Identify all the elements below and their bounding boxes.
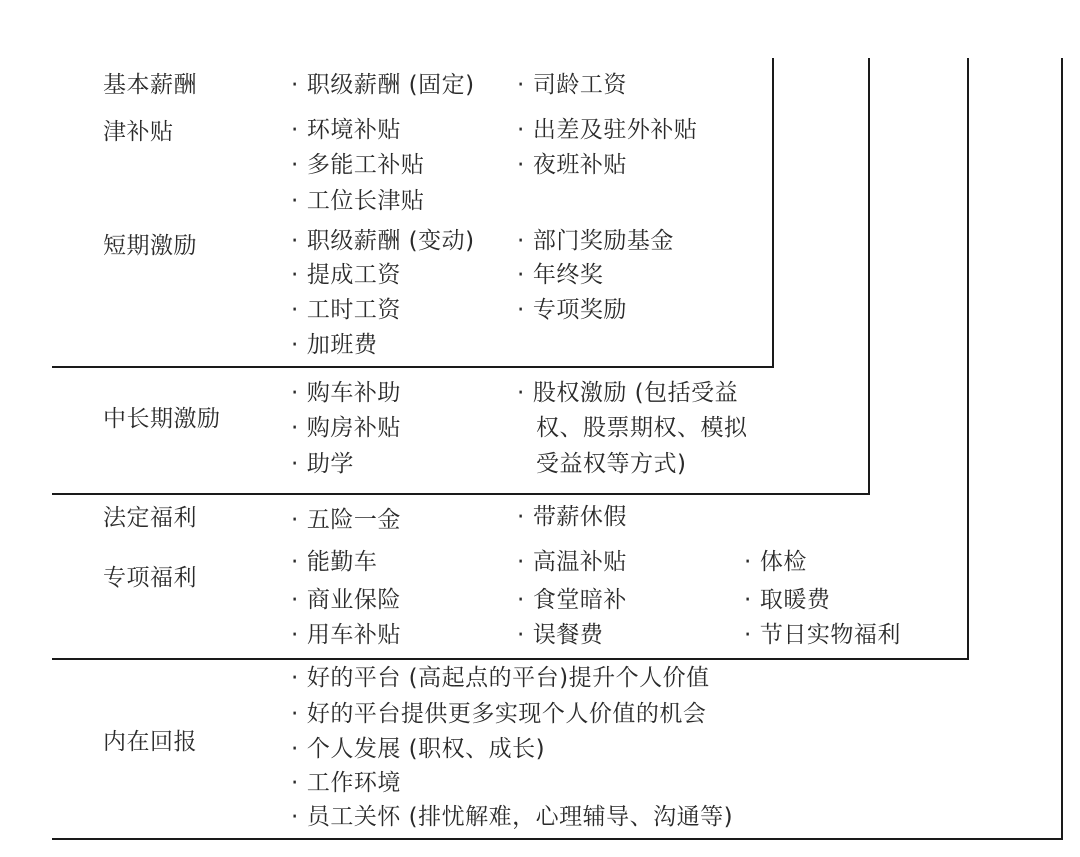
list-item xyxy=(291,506,401,534)
item-text: 购房补贴 xyxy=(306,415,401,441)
item-text: 司龄工资 xyxy=(532,72,627,98)
list-item xyxy=(291,227,475,255)
item-text: 取暖费 xyxy=(759,587,831,613)
frame-line-2-bottom xyxy=(52,493,870,495)
list-item xyxy=(291,379,401,407)
bullet: · xyxy=(291,228,299,254)
bullet: · xyxy=(291,587,299,613)
list-item-continuation: 权、股票期权、模拟 xyxy=(536,415,748,441)
category-basic-salary: 基本薪酬 xyxy=(103,72,197,98)
list-item xyxy=(291,261,401,289)
bullet: · xyxy=(291,332,299,358)
bullet: · xyxy=(517,297,525,323)
bullet: · xyxy=(291,549,299,575)
list-item xyxy=(517,503,627,531)
item-text: 环境补贴 xyxy=(306,117,401,143)
bullet: · xyxy=(291,152,299,178)
item-text: 节日实物福利 xyxy=(759,622,901,648)
list-item xyxy=(517,586,627,614)
list-item xyxy=(291,71,475,99)
item-text: 带薪休假 xyxy=(532,504,627,530)
item-text: 体检 xyxy=(759,549,807,575)
list-item xyxy=(291,296,401,324)
category-special-benefits: 专项福利 xyxy=(103,565,197,591)
item-text: 员工关怀 (排忧解难，心理辅导、沟通等) xyxy=(306,804,734,830)
item-text: 职级薪酬 (变动) xyxy=(306,228,475,254)
list-item xyxy=(291,187,424,215)
bullet: · xyxy=(291,188,299,214)
item-text: 部门奖励基金 xyxy=(532,228,674,254)
category-mid-long-term-incentive: 中长期激励 xyxy=(103,406,221,432)
list-item xyxy=(291,664,710,692)
item-text: 好的平台 (高起点的平台)提升个人价值 xyxy=(306,665,710,691)
item-text: 误餐费 xyxy=(532,622,604,648)
bullet: · xyxy=(517,622,525,648)
item-text: 工时工资 xyxy=(306,297,401,323)
bullet: · xyxy=(291,701,299,727)
frame-line-3-right xyxy=(967,58,969,659)
category-allowance: 津补贴 xyxy=(103,119,174,145)
list-item xyxy=(517,261,603,289)
bullet: · xyxy=(517,549,525,575)
bullet: · xyxy=(291,262,299,288)
frame-line-4-bottom xyxy=(52,838,1063,840)
item-text: 工位长津贴 xyxy=(306,188,425,214)
item-text: 职级薪酬 (固定) xyxy=(306,72,475,98)
item-text: 夜班补贴 xyxy=(532,152,627,178)
list-item xyxy=(517,621,603,649)
item-text: 年终奖 xyxy=(532,262,604,288)
category-short-term-incentive: 短期激励 xyxy=(103,233,197,259)
bullet: · xyxy=(744,587,752,613)
list-item xyxy=(744,621,901,649)
bullet: · xyxy=(517,380,525,406)
list-item xyxy=(517,151,627,179)
frame-line-3-bottom xyxy=(52,658,969,660)
frame-line-1-bottom xyxy=(52,366,774,368)
frame-line-4-right xyxy=(1061,58,1063,839)
list-item xyxy=(291,414,401,442)
item-text: 工作环境 xyxy=(306,770,401,796)
category-statutory-benefits: 法定福利 xyxy=(103,505,197,531)
bullet: · xyxy=(291,415,299,441)
item-text: 高温补贴 xyxy=(532,549,627,575)
list-item-continuation: 受益权等方式) xyxy=(536,451,687,477)
list-item xyxy=(291,621,401,649)
list-item xyxy=(291,803,733,831)
bullet: · xyxy=(517,228,525,254)
bullet: · xyxy=(291,804,299,830)
bullet: · xyxy=(291,380,299,406)
bullet: · xyxy=(744,622,752,648)
bullet: · xyxy=(517,152,525,178)
item-text: 提成工资 xyxy=(306,262,401,288)
frame-line-1-right xyxy=(772,58,774,367)
list-item xyxy=(291,116,401,144)
list-item xyxy=(517,379,738,407)
bullet: · xyxy=(291,451,299,477)
item-text: 购车补助 xyxy=(306,380,401,406)
category-intrinsic-rewards: 内在回报 xyxy=(103,729,197,755)
list-item xyxy=(517,296,627,324)
bullet: · xyxy=(291,622,299,648)
bullet: · xyxy=(291,507,299,533)
bullet: · xyxy=(291,736,299,762)
frame-line-2-right xyxy=(868,58,870,495)
bullet: · xyxy=(517,504,525,530)
item-text: 助学 xyxy=(306,451,354,477)
item-text: 股权激励 (包括受益 xyxy=(532,380,739,406)
list-item xyxy=(291,735,545,763)
item-text: 食堂暗补 xyxy=(532,587,627,613)
bullet: · xyxy=(517,72,525,98)
list-item xyxy=(744,586,830,614)
item-text: 五险一金 xyxy=(306,507,401,533)
item-text: 多能工补贴 xyxy=(306,152,425,178)
list-item xyxy=(517,227,674,255)
list-item xyxy=(291,450,354,478)
list-item xyxy=(744,548,807,576)
bullet: · xyxy=(517,117,525,143)
list-item xyxy=(291,331,377,359)
bullet: · xyxy=(291,297,299,323)
bullet: · xyxy=(517,587,525,613)
bullet: · xyxy=(517,262,525,288)
bullet: · xyxy=(291,117,299,143)
list-item xyxy=(517,71,627,99)
list-item xyxy=(517,116,697,144)
list-item xyxy=(291,151,424,179)
item-text: 用车补贴 xyxy=(306,622,401,648)
item-text: 加班费 xyxy=(306,332,378,358)
item-text: 出差及驻外补贴 xyxy=(532,117,698,143)
item-text: 个人发展 (职权、成长) xyxy=(306,736,546,762)
item-text: 能勤车 xyxy=(306,549,378,575)
list-item xyxy=(291,586,401,614)
list-item xyxy=(517,548,627,576)
list-item xyxy=(291,548,377,576)
list-item xyxy=(291,769,401,797)
bullet: · xyxy=(291,665,299,691)
list-item xyxy=(291,700,706,728)
item-text: 好的平台提供更多实现个人价值的机会 xyxy=(306,701,707,727)
bullet: · xyxy=(744,549,752,575)
bullet: · xyxy=(291,72,299,98)
bullet: · xyxy=(291,770,299,796)
item-text: 商业保险 xyxy=(306,587,401,613)
item-text: 专项奖励 xyxy=(532,297,627,323)
